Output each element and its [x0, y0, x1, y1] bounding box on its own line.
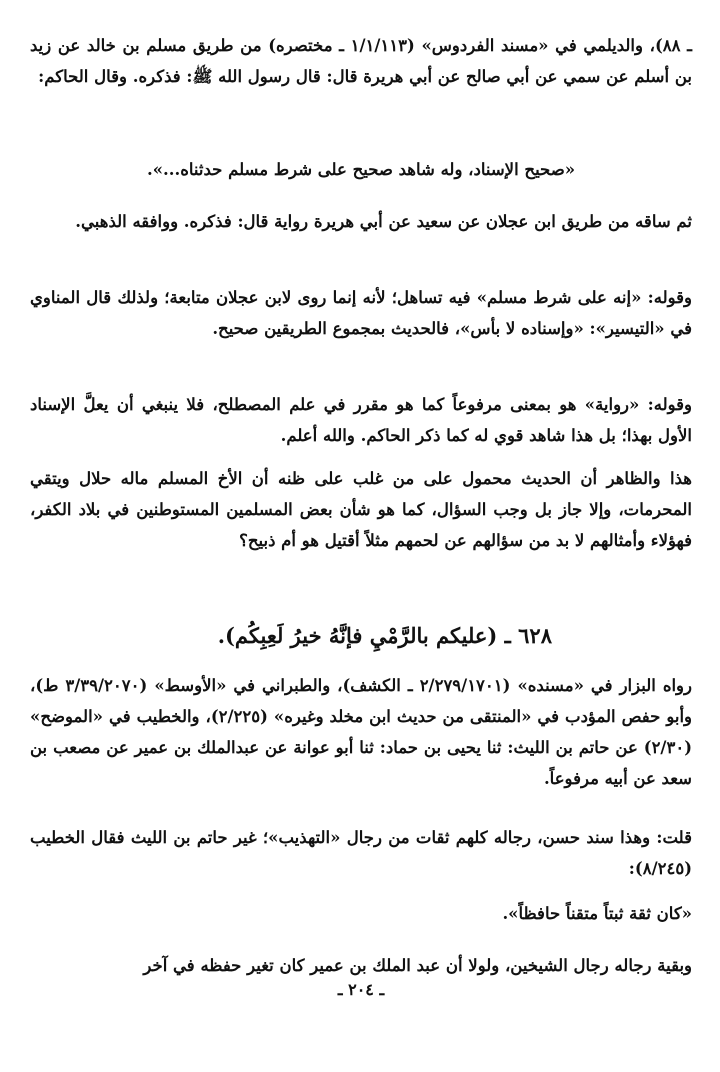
paragraph-3: ثم ساقه من طريق ابن عجلان عن سعيد عن أبي هريرة رواية قال: فذكره. ووافقه الذهبي.: [75, 212, 692, 231]
comment-paragraph: قلت: وهذا سند حسن، رجاله كلهم ثقات من رجال «التهذيب»؛ غير حاتم بن الليث فقال الخطيب (٨/٢٤٥):: [30, 828, 692, 878]
paragraph-5: وقوله: «رواية» هو بمعنى مرفوعاً كما هو مقرر في علم المصطلح، فلا ينبغي أن يعلَّ الإسناد الأول بهذا؛ بل هذا شاهد قوي له كما ذكر الحاكم. والله أعلم.: [30, 395, 692, 445]
last-paragraph: وبقية رجاله رجال الشيخين، ولولا أن عبد الملك بن عمير كان تغير حفظه في آخر: [143, 956, 692, 975]
page-number: ـ ٢٠٤ ـ: [337, 980, 385, 999]
takhrij-paragraph: رواه البزار في «مسنده» (٢/٢٧٩/١٧٠١ ـ الكشف)، والطبراني في «الأوسط» (٣/٣٩/٢٠٧٠ ط)، وأبو حفص المؤدب في «المنتقى من حديث ابن مخلد وغيره» (٢/٢٢٥)، والخطيب في «الموضح» (٢/٣٠) عن حاتم بن الليث: ثنا يحيى بن حماد: ثنا أبو عوانة عن عبدالملك بن عمير عن مصعب بن سعد عن أبيه مرفوعاً.: [30, 676, 693, 788]
paragraph-6: هذا والظاهر أن الحديث محمول على من غلب على ظنه أن الأخ المسلم ماله حلال ويتقي المحرمات، وإلا جاز بل وجب السؤال، كما هو شأن بعض المسلمين المستوطنين في بلاد الكفر، فهؤلاء وأمثالهم لا بد من سؤالهم عن لحمهم مثلاً أقتيل هو أم ذبيح؟: [30, 469, 692, 550]
paragraph-4: وقوله: «إنه على شرط مسلم» فيه تساهل؛ لأنه إنما روى لابن عجلان متابعة؛ ولذلك قال المناوي في «التيسير»: «وإسناده لا بأس»، فالحديث بمجموع الطريقين صحيح.: [30, 288, 692, 338]
hadith-heading: ٦٢٨ ـ (عليكم بالرَّمْيِ فإنَّهُ خيرُ لَعِبِكُم).: [217, 623, 552, 648]
hakim-quote: «صحيح الإسناد، وله شاهد صحيح على شرط مسلم حدثناه...».: [146, 160, 576, 179]
document-page: [30, 30, 692, 1052]
paragraph-1: ـ ٨٨)، والديلمي في «مسند الفردوس» (١/١/١١٣ ـ مختصره) من طريق مسلم بن خالد عن زيد بن أسلم عن سمي عن أبي صالح عن أبي هريرة قال: قال رسول الله ﷺ: فذكره. وقال الحاكم:: [30, 36, 692, 86]
khatib-quote: «كان ثقة ثبتاً متقناً حافظاً».: [502, 904, 692, 923]
